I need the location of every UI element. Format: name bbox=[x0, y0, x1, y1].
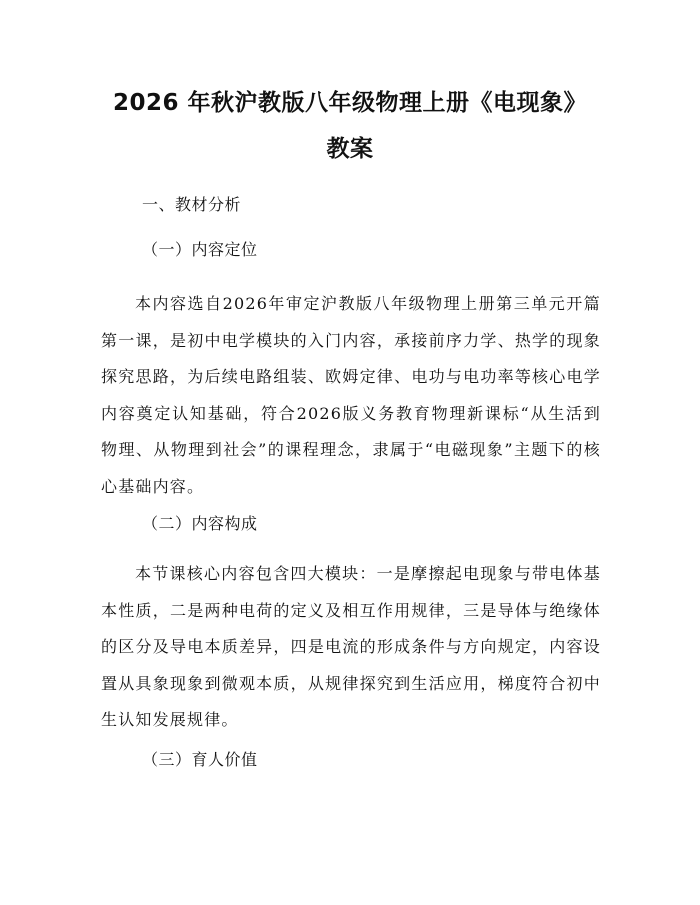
subsection-heading-content-positioning: （一）内容定位 bbox=[142, 240, 258, 259]
document-title-line-2: 教案 bbox=[326, 136, 374, 162]
paragraph-content-composition: 本节课核心内容包含四大模块：一是摩擦起电现象与带电体基本性质，二是两种电荷的定义及相互作用规律，三是导体与绝缘体的区分及导电本质差异，四是电流的形成条件与方向规定，内容设置从具象现象到微观本质，从规律探究到生活应用，梯度符合初中生认知发展规律。 bbox=[101, 564, 601, 729]
paragraph-content-positioning: 本内容选自2026年审定沪教版八年级物理上册第三单元开篇第一课，是初中电学模块的入门内容，承接前序力学、热学的现象探究思路，为后续电路组装、欧姆定律、电功与电功率等核心电学内容奠定认知基础，符合2026版义务教育物理新课标“从生活到物理、从物理到社会”的课程理念，隶属于“电磁现象”主题下的核心基础内容。 bbox=[101, 294, 601, 496]
section-heading-textbook-analysis: 一、教材分析 bbox=[142, 195, 242, 214]
document-title-line-1: 2026 年秋沪教版八年级物理上册《电现象》 bbox=[112, 90, 588, 116]
subsection-heading-educational-value: （三）育人价值 bbox=[142, 750, 258, 769]
subsection-heading-content-composition: （二）内容构成 bbox=[142, 514, 258, 533]
